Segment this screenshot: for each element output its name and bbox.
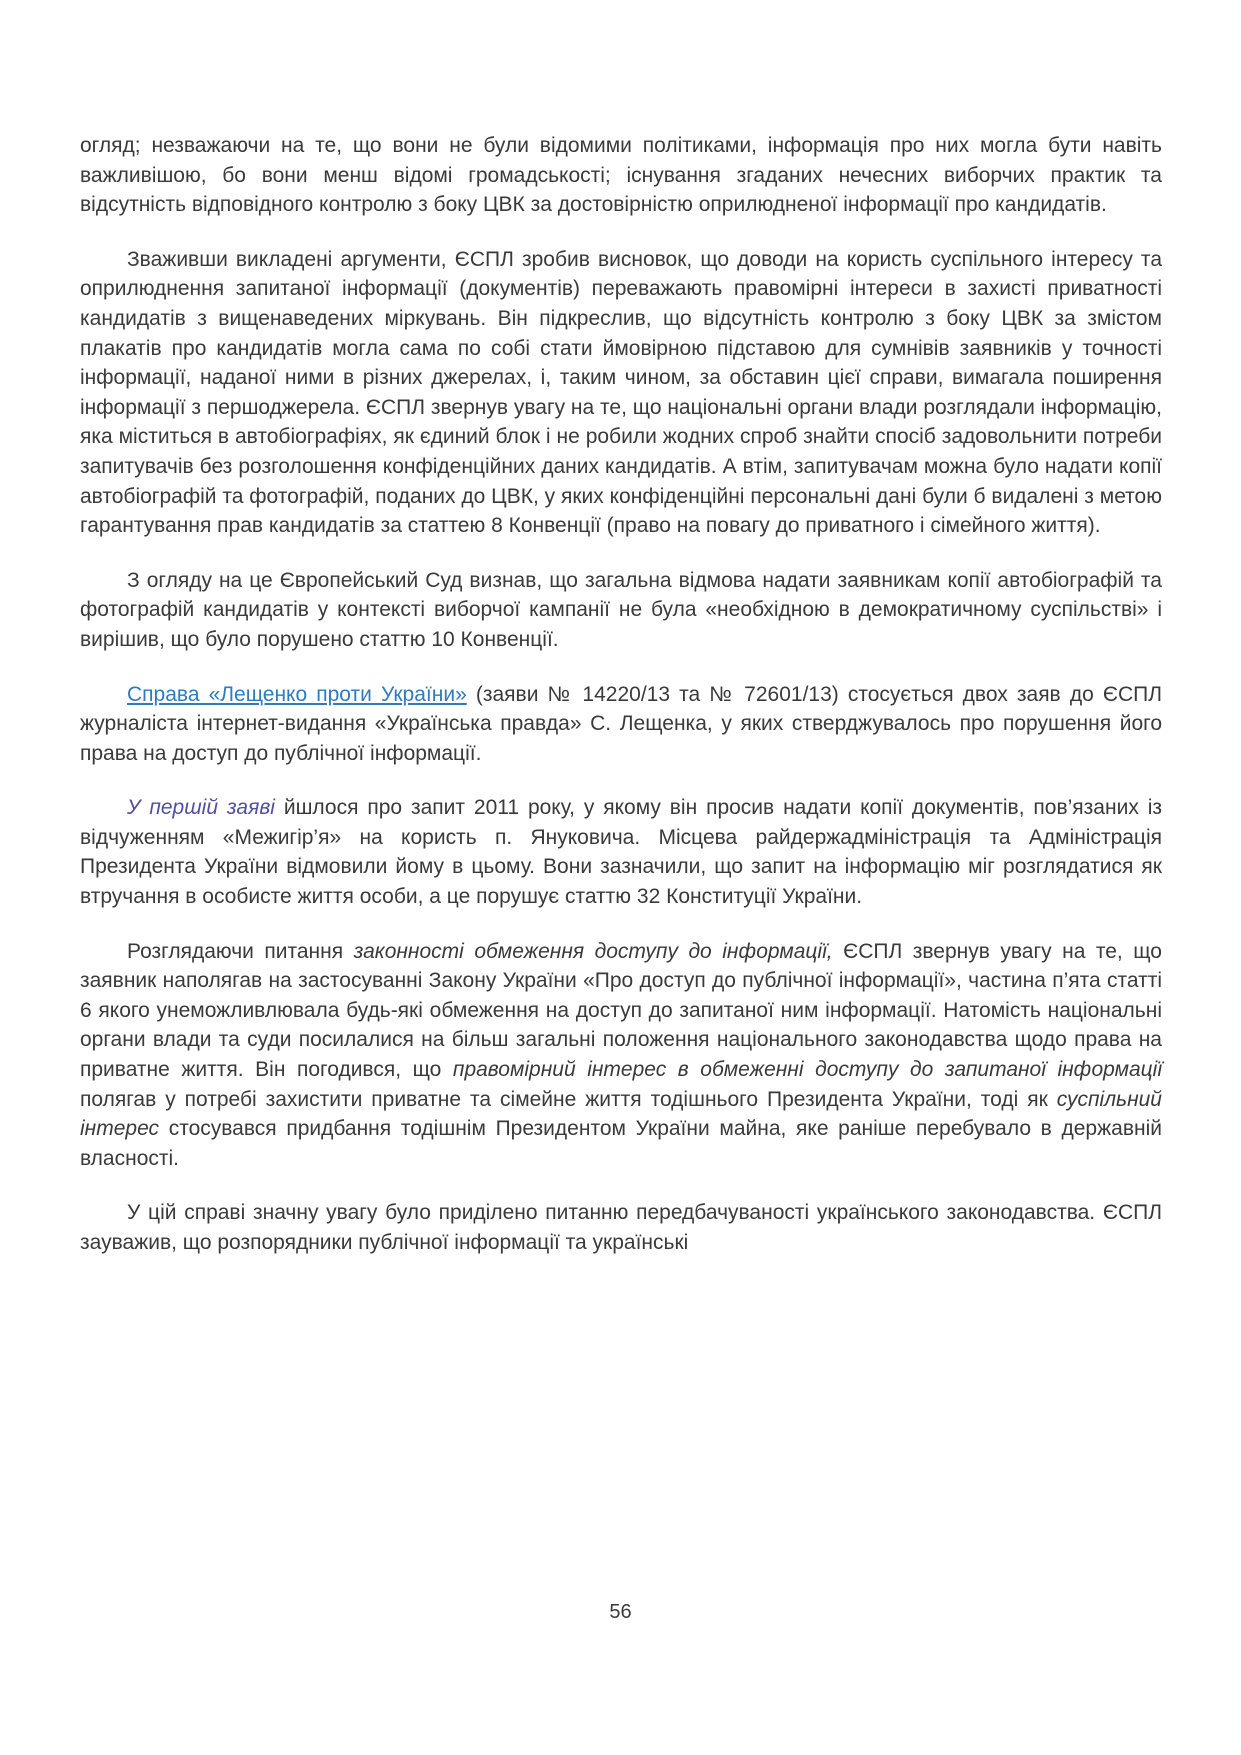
paragraph-text: Зваживши викладені аргументи, ЄСПЛ зробив висновок, що доводи на користь суспільного інтересу та оприлюднення запитаної інформації (документів) переважають правомірні інтереси в захисті приватності кандидатів з вищенаведених міркувань. Він підкреслив, що відсутність контролю з боку ЦВК за змістом плакатів про кандидатів могла сама по собі стати ймовірною підставою для сумнівів заявників у точності інформації, наданої ними в різних джерелах, і, таким чином, за обставин цієї справи, вимагала поширення інформації з першоджерела. ЄСПЛ звернув увагу на те, що національні органи влади розглядали інформацію, яка міститься в автобіографіях, як єдиний блок і не робили жодних спроб знайти спосіб задовольнити потреби запитувачів без розголошення конфіденційних даних кандидатів. А втім, запитувачам можна було надати копії автобіографій та фотографій, поданих до ЦВК, у яких конфіденційні персональні дані були б видалені з метою гарантування прав кандидатів за статтею 8 Конвенції (право на повагу до приватного і сімейного життя). [80,247,1162,538]
paragraph [80,680,1162,769]
paragraph-text: З огляду на це Європейський Суд визнав, що загальна відмова надати заявникам копії автобіографій та фотографій кандидатів у контексті виборчої кампанії не була «необхідною в демократичному суспільстві» і вирішив, що було порушено статтю 10 Конвенції. [80,568,1162,651]
paragraph-text: огляд; незважаючи на те, що вони не були відомими політиками, інформація про них могла бути навіть важливішою, бо вони менш відомі громадськості; існування згаданих нечесних виборчих практик та відсутність відповідного контролю з боку ЦВК за достовірністю оприлюдненої інформації про кандидатів. [80,134,1162,217]
paragraph-text: (заяви № 14220/13 та № 72601/13) стосується двох заяв до ЄСПЛ журналіста інтернет-видання «Українська правда» С. Лещенка, у яких стверджувалось про порушення його права на доступ до публічної інформації. [80,682,1162,765]
paragraph [80,131,1162,220]
paragraph [80,245,1162,541]
emphasis-text: правомірний інтерес в обмеженні доступу до запитаної інформації [452,1058,1162,1082]
paragraph-text: Розглядаючи питання [127,939,354,963]
emphasis-text: суспільний інтерес [80,1087,1162,1141]
paragraph-text: У цій справі значну увагу було приділено питанню передбачуваності українського законодавства. ЄСПЛ зауважив, що розпорядники публічної інформації та українські [80,1201,1162,1254]
paragraph-text: ЄСПЛ звернув увагу на те, що заявник наполягав на застосуванні Закону України «Про доступ до публічної інформації», частина п’ята статті 6 якого унеможливлювала будь-які обмеження на доступ до запитаної ним інформації. Натомість національні органи влади та суди посилалися на більш загальні положення національного законодавства щодо права на приватне життя. Він погодився, що [80,939,1162,1082]
first-application-emphasis: У першій заяві [127,796,275,820]
paragraph-text: стосувався придбання тодішнім Президентом України майна, яке раніше перебувало в державній власності. [80,1117,1162,1170]
paragraph [80,937,1162,1174]
case-link-leshchenko-v-ukraine[interactable]: Справа «Лещенко проти України» [127,682,467,706]
paragraph-text: полягав у потребі захистити приватне та сімейне життя тодішнього Президента України, тоді як [80,1087,1057,1111]
paragraph [80,566,1162,655]
paragraph [80,793,1162,911]
emphasis-text: законності обмеження доступу до інформації, [353,939,833,963]
paragraph-text: йшлося про запит 2011 року, у якому він просив надати копії документів, пов’язаних із відчуженням «Межигір’я» на користь п. Януковича. Місцева райдержадміністрація та Адміністрація Президента України відмовили йому в цьому. Вони зазначили, що запит на інформацію міг розглядатися як втручання в особисте життя особи, а це порушує статтю 32 Конституції України. [80,796,1162,909]
paragraph [80,1198,1162,1257]
page-number: 56 [609,1601,632,1623]
